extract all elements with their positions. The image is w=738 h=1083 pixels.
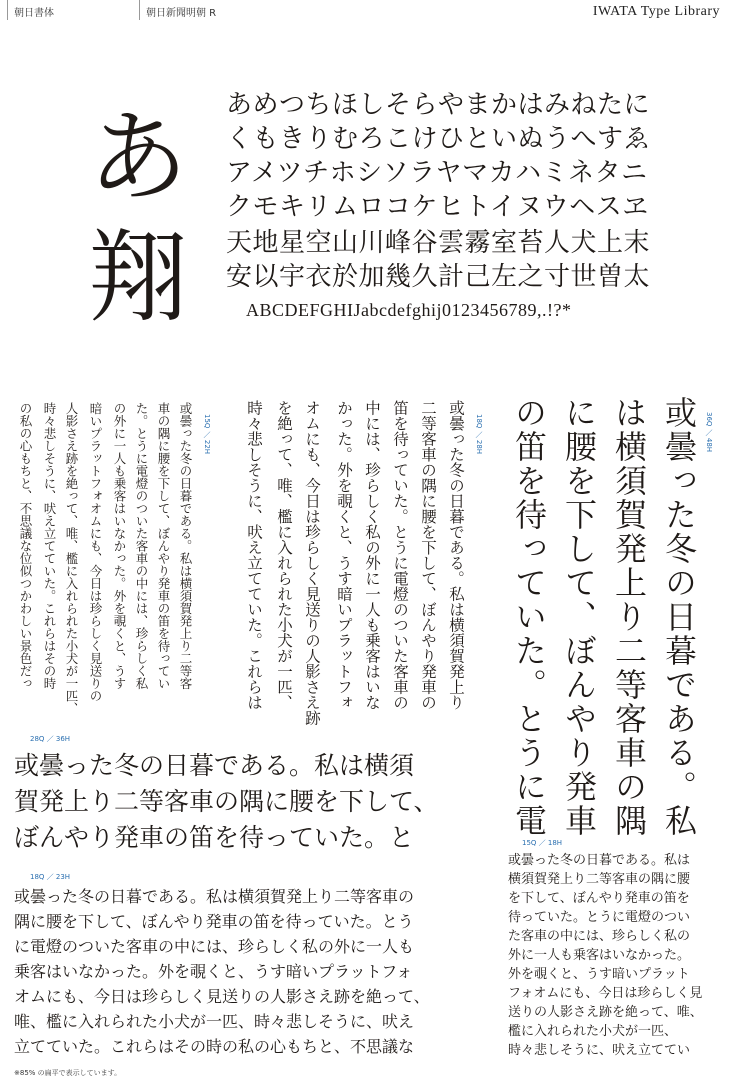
vertical-text-col: 車の隅に腰を下して、ぼんやり発車の笛を待ってい [156, 402, 171, 690]
size-tag-18q: 18Q ／ 28H [475, 414, 483, 455]
horizontal-text-line: 唯、檻に入れられた小犬が一匹、時々悲しそうに、吠え [14, 1012, 415, 1031]
latin-charset: ABCDEFGHIJabcdefghij0123456789,.!?* [246, 300, 572, 320]
horizontal-text-line: 外を覗くと、うす暗いプラット [508, 967, 690, 982]
horizontal-text-line: 隅に腰を下して、ぼんやり発車の笛を待っていた。とう [14, 912, 414, 931]
size-tag-36q: 36Q ／ 48H [705, 412, 713, 453]
vertical-text-col: オムにも、今日は珍らしく見送りの人影さえ跡 [303, 400, 321, 726]
vertical-text-col: の私の心もちと、不思議な位似つかわしい景色だっ [18, 402, 33, 690]
charset-line: 天地星空山川峰谷雲霧室苔人犬上末 [226, 228, 651, 258]
horizontal-text-line: 外に一人も乗客はいなかった。 [508, 948, 691, 963]
horizontal-text-line: 時々悲しそうに、吠え立ててい [508, 1043, 691, 1058]
font-name-label: 朝日新聞明朝 R [146, 8, 217, 19]
size-tag-15q: 15Q ／ 22H [203, 414, 211, 455]
vertical-text-col: 或曇った冬の日暮である。私 [660, 396, 698, 838]
vertical-text-col: 或曇った冬の日暮である。私は横須賀発上り [447, 400, 465, 710]
horizontal-text-line: オムにも、今日は珍らしく見送りの人影さえ跡を絶って、 [14, 987, 430, 1006]
horizontal-text-line: 乗客はいなかった。外を覗くと、うす暗いプラットフォ [14, 962, 413, 981]
hero-char-sho: 翔 [88, 219, 188, 336]
charset-line: アメツチホシソラヤマカハミネタニ [226, 158, 648, 188]
vertical-text-col: 或曇った冬の日暮である。私は横須賀発上り二等客 [178, 402, 193, 690]
vertical-text-col: 時々悲しそうに、吠え立てていた。これらはその時 [42, 402, 57, 690]
vertical-text-col: 人影さえ跡を絶って、唯、檻に入れられた小犬が一匹、 [64, 402, 79, 715]
vertical-text-col: 暗いプラットフォオムにも、今日は珍らしく見送りの [88, 402, 103, 702]
horizontal-text-line: 檻に入れられた小犬が一匹、 [508, 1024, 678, 1039]
size-tag-15q-h: 15Q ／ 18H [522, 839, 563, 847]
vertical-text-col: を絶って、唯、檻に入れられた小犬が一匹、 [275, 400, 293, 710]
horizontal-text-line: た客車の中には、珍らしく私の [508, 929, 691, 944]
horizontal-text-line: 待っていた。とうに電燈のつい [508, 910, 691, 925]
horizontal-text-line: 或曇った冬の日暮である。私は横須賀発上り二等客車の [14, 887, 415, 906]
horizontal-text-line: 立てていた。これらはその時の私の心もちと、不思議な [14, 1037, 415, 1056]
horizontal-text-line: 横須賀発上り二等客車の隅に腰 [508, 872, 691, 887]
size-tag-18q-h: 18Q ／ 23H [30, 873, 71, 881]
vertical-text-col: 時々悲しそうに、吠え立てていた。これらは [245, 400, 263, 710]
charset-line: くもきりむろこけひといぬうへすゑ [226, 124, 651, 154]
horizontal-text-line: 賀発上り二等客車の隅に腰を下して、 [14, 787, 439, 816]
horizontal-text-line: 或曇った冬の日暮である。私は横須 [14, 751, 415, 780]
horizontal-text-line: フォオムにも、今日は珍らしく見 [508, 986, 703, 1001]
vertical-text-col: は横須賀発上り二等客車の隅 [610, 396, 648, 838]
vertical-text-col: た。とうに電燈のついた客車の中には、珍らしく私 [134, 402, 149, 690]
vertical-text-col: 中には、珍らしく私の外に一人も乗客はいな [363, 400, 381, 710]
charset-line: クモキリムロコケヒトイヌウヘスヱ [226, 192, 649, 222]
horizontal-text-line: を下して、ぼんやり発車の笛を [508, 891, 690, 906]
horizontal-text-line: 或曇った冬の日暮である。私は [508, 853, 691, 868]
horizontal-text-line: に電燈のついた客車の中には、珍らしく私の外に一人も [14, 937, 415, 956]
charset-line: あめつちほしそらやまかはみねたに [226, 90, 651, 120]
vertical-text-col: の笛を待っていた。とうに電 [510, 396, 548, 838]
vertical-text-col: に腰を下して、ぼんやり発車 [560, 396, 598, 838]
charset-line: 安以宇衣於加幾久計己左之寸世曽太 [226, 262, 651, 292]
horizontal-text-line: ぼんやり発車の笛を待っていた。と [14, 823, 415, 852]
typeface-label: 朝日書体 [14, 8, 54, 19]
size-tag-28q: 28Q ／ 36H [30, 735, 71, 743]
vertical-text-col: 笛を待っていた。とうに電燈のついた客車の [391, 400, 409, 710]
vertical-text-col: 二等客車の隅に腰を下して、ぼんやり発車の [419, 400, 437, 710]
hero-char-a: あ [88, 99, 188, 216]
horizontal-text-line: 送りの人影さえ跡を絶って、唯、 [508, 1005, 703, 1020]
vertical-text-col: の外に一人も乗客はいなかった。外を覗くと、うす [112, 402, 127, 690]
footnote: ※85% の扁平で表示しています。 [14, 1069, 122, 1077]
vertical-text-col: かった。外を覗くと、うす暗いプラットフォ [335, 400, 353, 710]
brand-title: IWATA Type Library [592, 4, 720, 19]
